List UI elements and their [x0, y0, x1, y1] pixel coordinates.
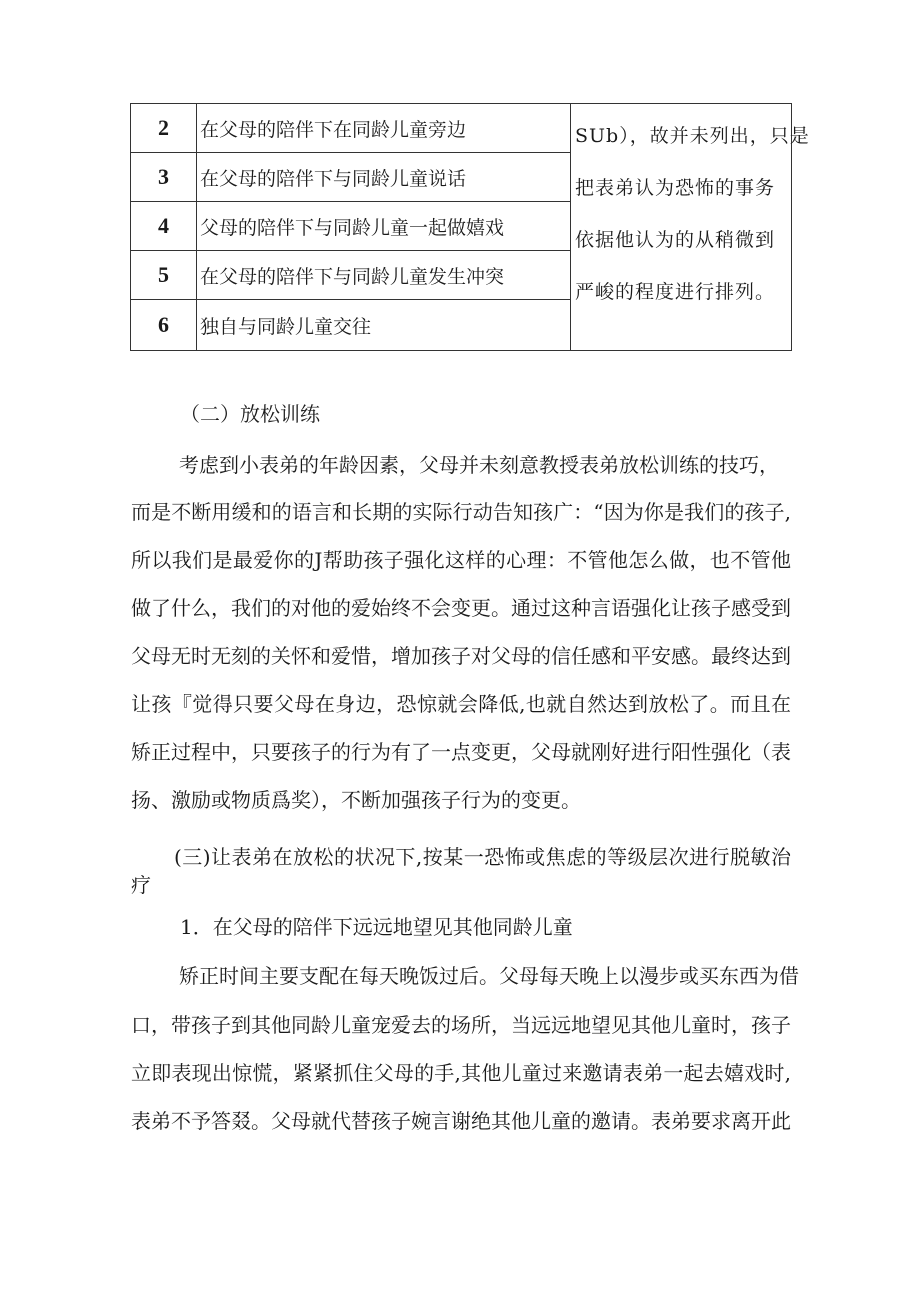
- paragraph-line: 所以我们是最爱你的J帮助孩子强化这样的心理：不管他怎么做，也不管他: [131, 548, 791, 572]
- section-heading-desensitization: (三)让表弟在放松的状况下,按某一恐怖或焦虑的等级层次进行脱敏治: [174, 845, 791, 869]
- paragraph-line: 父母无时无刻的关怀和爱惜，增加孩子对父母的信任感和平安感。最终达到: [131, 644, 791, 668]
- sub-heading: 1．在父母的陪伴下远远地望见其他同龄儿童: [180, 915, 573, 939]
- section-heading-desensitization-cont: 疗: [131, 873, 151, 897]
- paragraph-line: 矫正过程中，只要孩子的行为有了一点变更，父母就刚好进行阳性强化（表: [131, 740, 791, 764]
- paragraph-line: 口，带孩子到其他同龄儿童宠爱去的场所，当远远地望见其他儿童时，孩子: [131, 1013, 791, 1037]
- section-heading-relaxation: （二）放松训练: [180, 402, 320, 426]
- paragraph-line: 扬、激励或物质爲奖），不断加强孩子行为的变更。: [131, 788, 581, 812]
- step-description: 独自与同龄儿童交往: [197, 300, 571, 351]
- step-number: 3: [131, 153, 197, 202]
- fear-hierarchy-table: [130, 103, 810, 351]
- step-number: 2: [131, 104, 197, 153]
- table-note-line: SUb），故并未列出，只是: [575, 125, 810, 147]
- table-note-line: 依据他认为的从稍微到: [575, 229, 776, 251]
- paragraph-line: 让孩『觉得只要父母在身边，恐惊就会降低,也就自然达到放松了。而且在: [131, 692, 791, 716]
- step-description: 在父母的陪伴下在同龄儿童旁边: [197, 104, 571, 153]
- paragraph-line: 立即表现出惊慌，紧紧抓住父母的手,其他儿童过来邀请表弟一起去嬉戏时,: [131, 1061, 791, 1085]
- table-note-line: 严峻的程度进行排列。: [575, 281, 776, 303]
- step-description: 在父母的陪伴下与同龄儿童说话: [197, 153, 571, 202]
- step-number: 4: [131, 202, 197, 251]
- table-note-cell: [571, 104, 810, 351]
- step-description: 父母的陪伴下与同龄儿童一起做嬉戏: [197, 202, 571, 251]
- table-note-line: 把表弟认为恐怖的事务: [575, 177, 776, 199]
- step-number: 6: [131, 300, 197, 351]
- paragraph-line: 而是不断用缓和的语言和长期的实际行动告知孩广：“因为你是我们的孩子,: [131, 500, 791, 524]
- table-row: [131, 104, 792, 153]
- step-description: 在父母的陪伴下与同龄儿童发生冲突: [197, 251, 571, 300]
- paragraph-line: 考虑到小表弟的年龄因素，父母并未刻意教授表弟放松训练的技巧，: [179, 453, 779, 477]
- paragraph-line: 表弟不予答叕。父母就代替孩子婉言谢绝其他儿童的邀请。表弟要求离开此: [131, 1109, 791, 1133]
- paragraph-line: 矫正时间主要支配在每天晚饭过后。父母每天晚上以漫步或买东西为借: [179, 964, 799, 988]
- step-number: 5: [131, 251, 197, 300]
- paragraph-line: 做了什么，我们的对他的爱始终不会变更。通过这种言语强化让孩子感受到: [131, 596, 791, 620]
